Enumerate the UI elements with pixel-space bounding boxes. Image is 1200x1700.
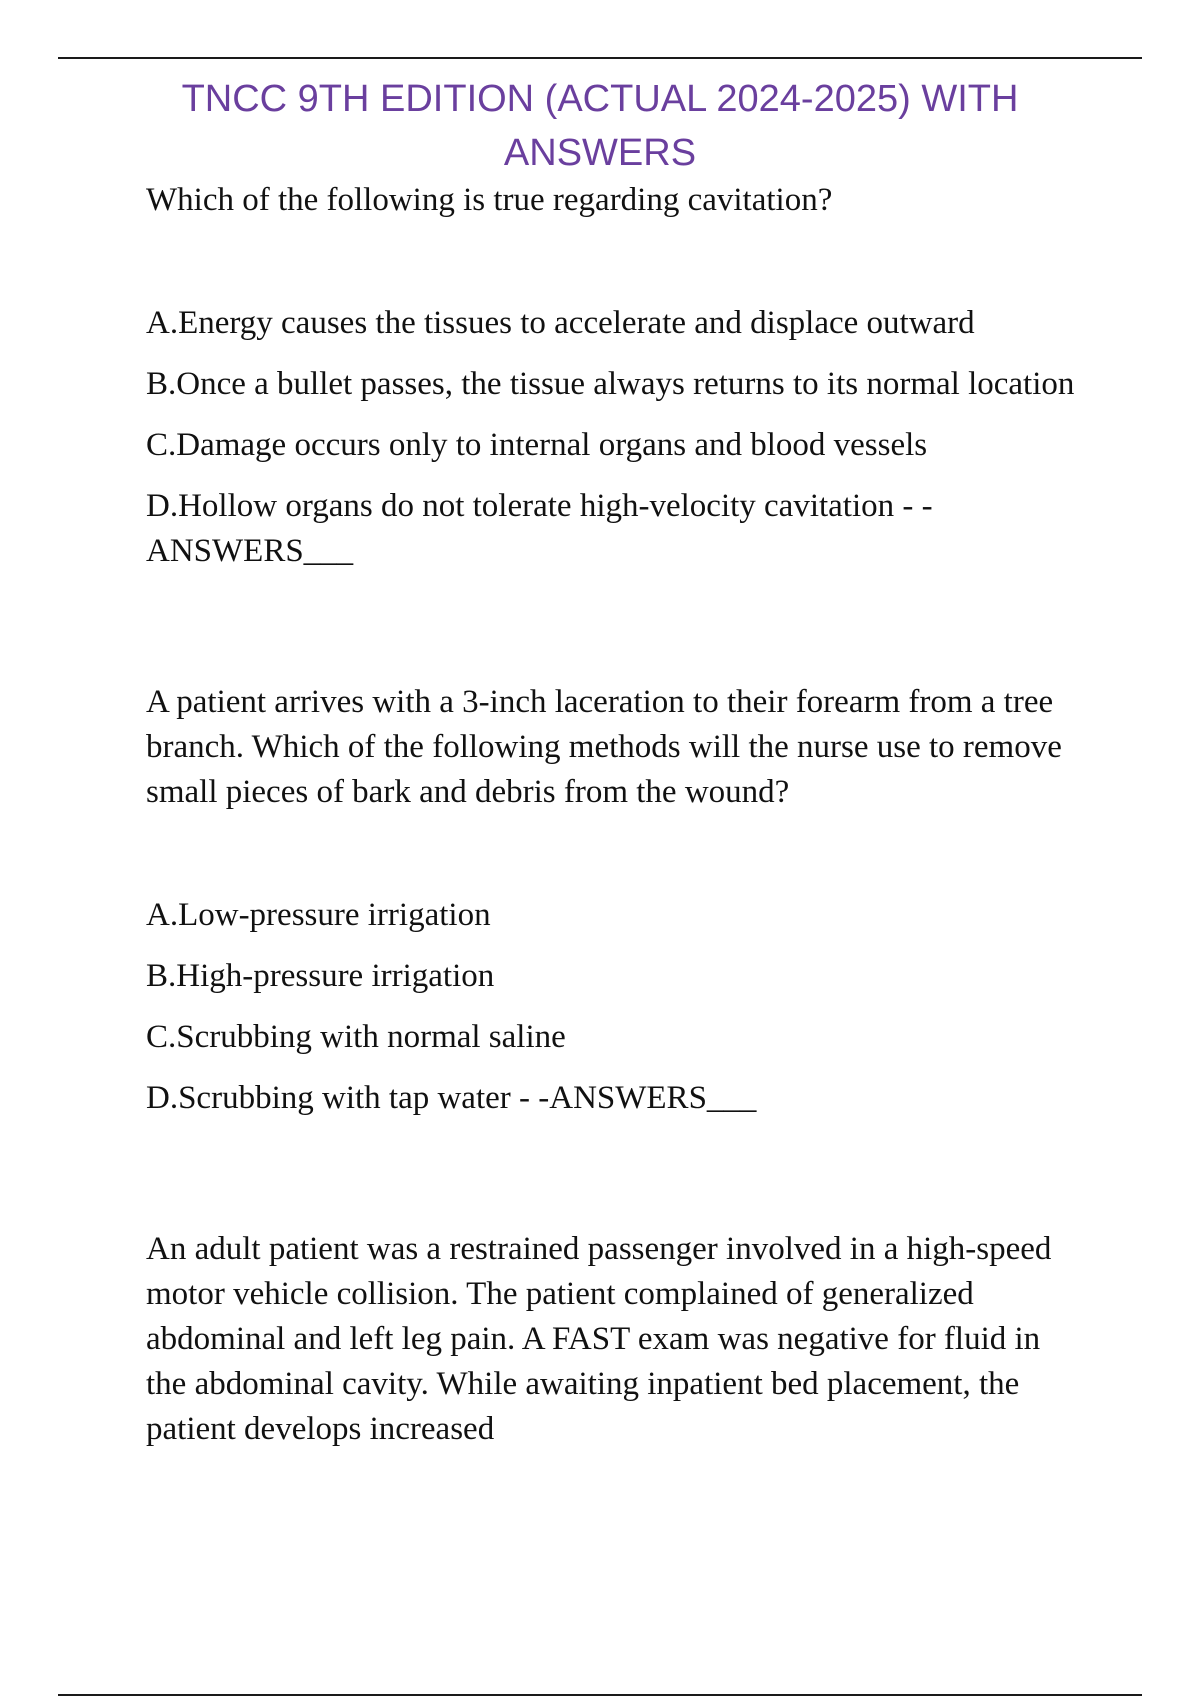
answer-option-d: D.Scrubbing with tap water - -ANSWERS___ — [146, 1080, 757, 1116]
answer-option-a: A.Low-pressure irrigation — [146, 897, 491, 933]
question-block — [146, 680, 1076, 1121]
question-prompt: Which of the following is true regarding cavitation? — [146, 182, 833, 218]
question-block — [146, 178, 1076, 574]
answer-option-b: B.High-pressure irrigation — [146, 958, 495, 994]
question-block — [146, 1227, 1076, 1452]
question-prompt: An adult patient was a restrained passenger involved in a high-speed motor vehicle collision. The patient complained of generalized abdominal and left leg pain. A FAST exam was negative for fluid in the abdominal cavity. While awaiting inpatient bed placement, the patient develops increased — [146, 1231, 1052, 1447]
top-divider — [58, 57, 1142, 59]
answer-option-c: C.Scrubbing with normal saline — [146, 1019, 566, 1055]
answer-option-b: B.Once a bullet passes, the tissue always returns to its normal location — [146, 366, 1075, 402]
document-title: TNCC 9TH EDITION (ACTUAL 2024-2025) WITH ANSWERS — [181, 78, 1019, 174]
answer-option-c: C.Damage occurs only to internal organs and blood vessels — [146, 427, 928, 463]
answer-option-d: D.Hollow organs do not tolerate high-velocity cavitation - -ANSWERS___ — [146, 488, 933, 569]
bottom-divider — [58, 1694, 1142, 1696]
answer-option-a: A.Energy causes the tissues to accelerate and displace outward — [146, 305, 975, 341]
question-prompt: A patient arrives with a 3-inch laceration to their forearm from a tree branch. Which of the following methods will the nurse use to remove small pieces of bark and debris from the wound? — [146, 684, 1062, 810]
document-body — [146, 178, 1076, 1452]
